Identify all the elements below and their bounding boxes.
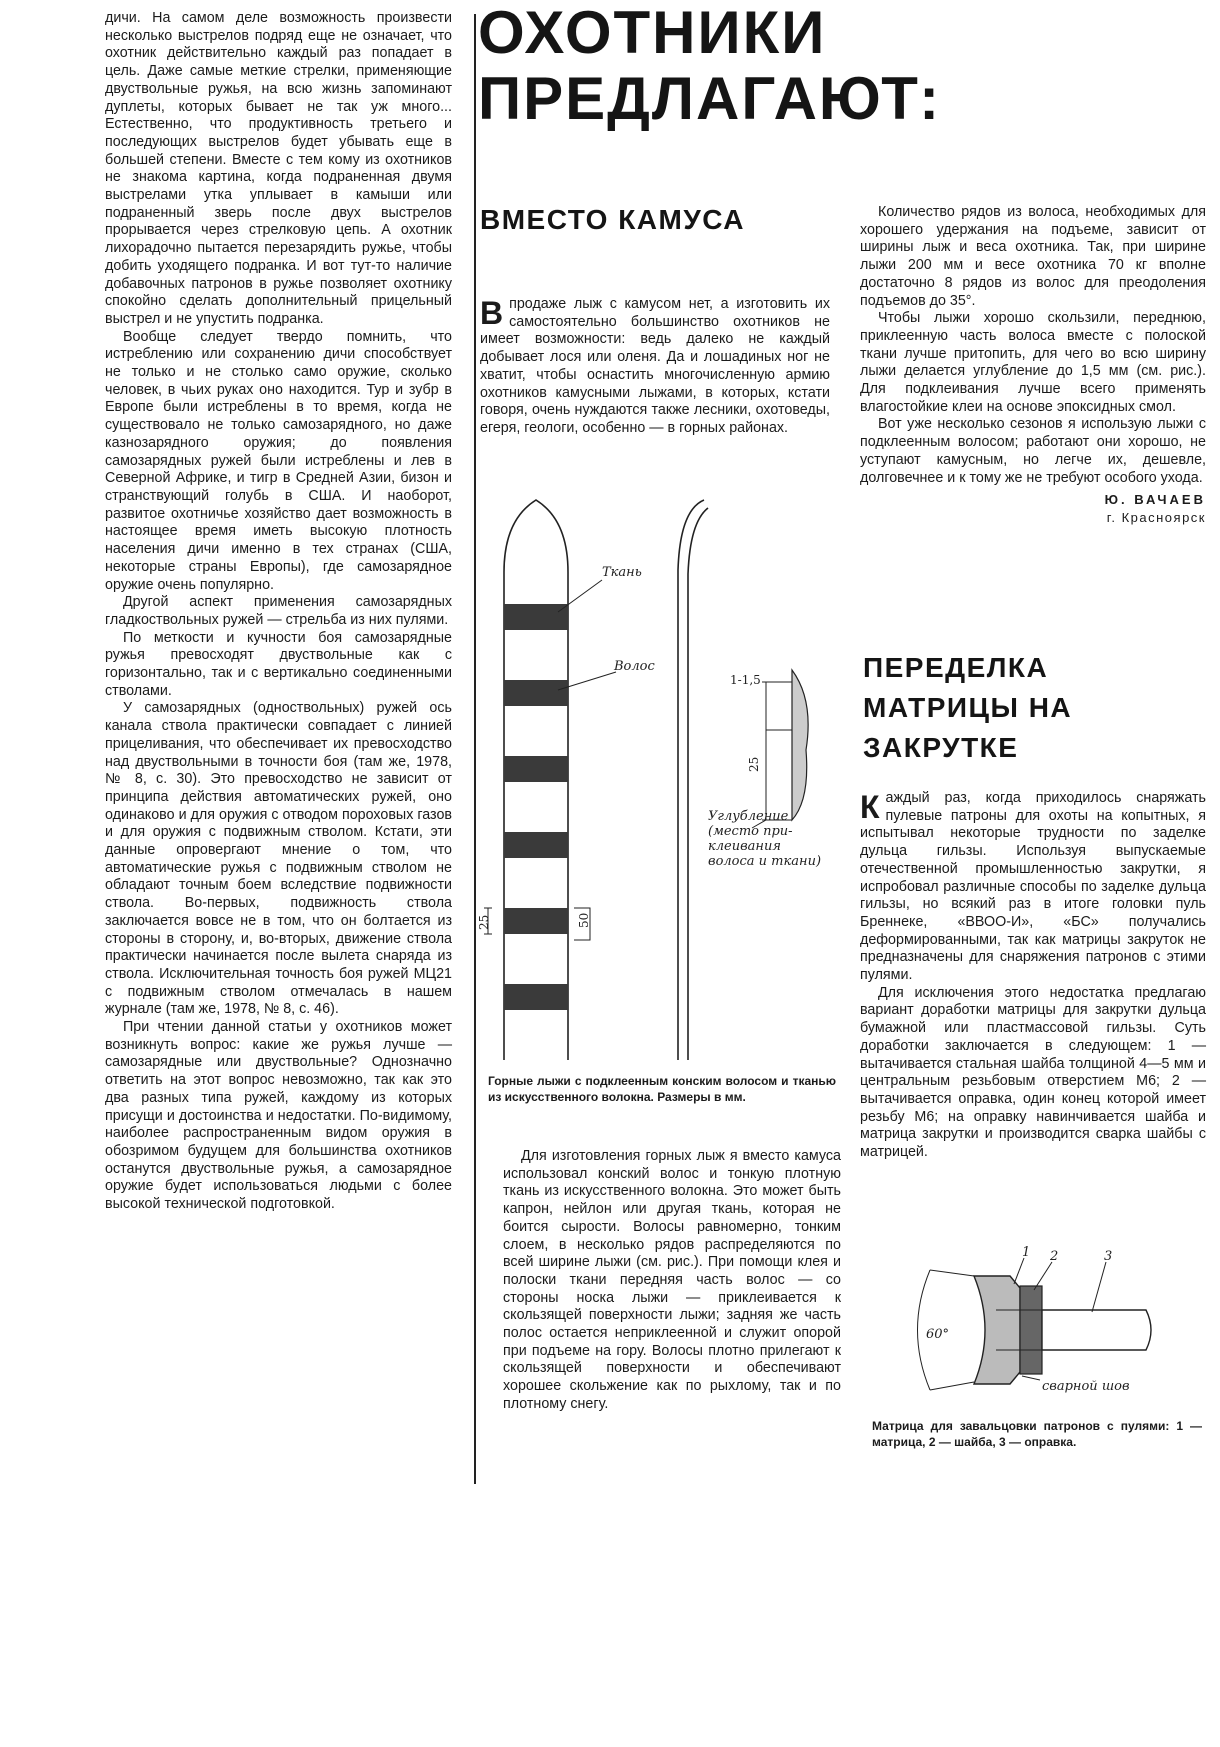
article1-dropcap: В — [480, 295, 504, 331]
left-paragraph-3: Другой аспект применения самозарядных гладкоствольных ружей — стрельба из них пулями. — [105, 594, 452, 628]
article1-body — [503, 1148, 841, 1414]
matrix-part — [974, 1276, 1020, 1384]
ski-figure — [477, 500, 822, 1060]
article1-right-paragraph-3: Вот уже несколько сезонов я использую лыжи с подклеенным волосом; работают они хорошо, не уступают камусным, но легче их, дешевле, долговечнее и к тому же не требуют особого ухода. — [860, 416, 1206, 486]
headline-line-2: ПРЕДЛАГАЮТ: — [478, 65, 942, 132]
label-groove-line-2: (место при- — [708, 824, 793, 839]
ski-profile — [678, 500, 708, 1060]
hair-strip — [504, 680, 568, 706]
left-paragraph-1: дичи. На самом деле возможность произвести несколько выстрелов подряд еще не означает, что охотник действительно каждый раз попадает в цель. Даже самые меткие стрелки, применяющие двуствольные ружья, на всю жизнь запоминают дуплеты, которых бывает не так уж много... Естественно, что продуктивность третьего и последующих выстрелов будет убывать еще в большей степени. Вместе с тем кому из охотников не знакома картина, когда подраненная двумя выстрелами утка уплывает в камыши или подраненный зверь после двух выстрелов прорывается через стрелковую цепь. А охотник лихорадочно пытается перезарядить ружье, чтобы добить уходящего подранка. И вот тут-то наличие добавочных патронов в ружье позволяет охотнику спокойно сделать дополнительный прицельный выстрел и не упустить подранка. — [105, 10, 452, 327]
hair-strip — [504, 908, 568, 934]
ski-figure-caption: Горные лыжи с подклеенным конским волосом и тканью из искусственного волокна. Размеры в мм. — [488, 1074, 836, 1104]
label-fabric: Ткань — [602, 565, 642, 580]
article1-right-paragraph-1: Количество рядов из волоса, необходимых для хорошего удержания на подъеме, зависит от ширины лыж и веса охотника. Так, при ширине лыжи 200 мм и весе охотника 70 кг вполне достаточно 8 рядов из волос для преодоления подъемов до 35°. — [860, 204, 1206, 309]
matrix-figure-caption: Матрица для завальцовки патронов с пулями: 1 — матрица, 2 — шайба, 3 — оправка. — [872, 1419, 1202, 1449]
article2-paragraph-2: Для исключения этого недостатка предлагаю вариант доработки матрицы для закрутки дульца бумажной или пластмассовой гильзы. Суть доработки заключается в следующем: 1 — вытачивается стальная шайба толщиной 4—5 мм и центральным резьбовым отверстием М6; 2 — вытачивается оправка, один конец которой имеет резьбу М6; на оправку навинчивается шайба и матрица закрутки и производится сварка шайбы с матрицей. — [860, 984, 1206, 1161]
matrix-figure — [910, 1245, 1190, 1400]
label-angle: 60° — [926, 1327, 950, 1342]
article1-intro-paragraph — [480, 296, 830, 438]
headline-line-1: ОХОТНИКИ — [478, 0, 827, 66]
hair-strip — [504, 756, 568, 782]
dim-25-side: 25 — [747, 756, 761, 772]
label-groove — [708, 809, 821, 869]
article1-intro-text: продаже лыж с камусом нет, а изготовить их самостоятельно большинство охотников не имеет возможности: ведь далеко не каждый добывает лося или оленя. Да и лошадиных ног не хватит, чтобы оснастить многочисленную армию охотников камусными лыжами, в которых, кстати говоря, очень нуждаются также лесники, охотоведы, егеря, геологи, особенно — в горных районах. — [480, 296, 830, 436]
left-paragraph-4: По меткости и кучности боя самозарядные ружья превосходят двуствольные как с горизонтально, так и с вертикально соединенными стволами. — [105, 629, 452, 699]
article1-intro — [480, 296, 830, 438]
hair-strips — [504, 604, 568, 1010]
hair-strip — [504, 604, 568, 630]
label-hair: Волос — [614, 659, 655, 674]
washer-part — [1020, 1286, 1042, 1374]
dim-25: 25 — [477, 914, 491, 930]
article1-title: ВМЕСТО КАМУСА — [480, 204, 746, 235]
dim-50: 50 — [577, 912, 591, 928]
label-groove-line-3: клеивания — [708, 839, 781, 854]
hair-strip — [504, 984, 568, 1010]
dim-depth: 1-1,5 — [730, 673, 761, 687]
left-column — [105, 10, 452, 1214]
article2-paragraph-1 — [860, 790, 1206, 985]
left-paragraph-5: У самозарядных (одноствольных) ружей ось канала ствола практически совпадает с линией прицеливания, что обеспечивает их превосходство над двуствольными в точности боя (там же, 1978, № 8, с. 30). Это превосходство не зависит от принципа действия автоматических ружей, оно одинаково и для оружия с отводом пороховых газов и для оружия с подвижным стволом. Кстати, эти данные опровергают мнение о том, что автоматические ружья с подвижным стволом не обладают точным боем вследствие подвижности ствола. Во-первых, подвижность ствола заключается вовсе не в том, что он болтается из стороны в сторону, и, во-вторых, движение ствола практически начинается после вылета снаряда из ствола. Исключительная точность боя ружей МЦ21 с подвижным стволом отмечалась в нашем журнале (там же, 1978, № 8, с. 46). — [105, 700, 452, 1018]
column-divider — [474, 14, 476, 1484]
article2-body — [860, 790, 1206, 1162]
page-headline — [478, 0, 998, 132]
mandrel-part — [1042, 1310, 1151, 1350]
label-weld: сварной шов — [1042, 1379, 1130, 1394]
label-groove-line-4: волоса и ткани) — [708, 854, 822, 869]
article1-city: г. Красноярск — [1106, 509, 1206, 525]
article1-right-paragraph-2: Чтобы лыжи хорошо скользили, переднюю, приклеенную часть волоса вместе с полоской ткани лучше притопить, для чего во всю ширину лыжи делается углубление до 1,5 мм (см. рис.). Для подклеивания лучше всего применять влагостойкие клеи на основе эпоксидных смол. — [860, 310, 1206, 415]
label-2: 2 — [1050, 1249, 1059, 1264]
hair-strip — [504, 832, 568, 858]
article1-paragraph-2: Для изготовления горных лыж я вместо камуса использовал конский волос и тонкую плотную ткань из искусственного волокна. Это может быть капрон, нейлон или другая ткань, которая не боится сырости. Волосы равномерно, тонким слоем, в несколько рядов распределяются по всей ширине лыжи (см. рис.). При помощи клея и полоски ткани передняя часть волос — со стороны носка лыжи — приклеивается к скользящей поверхности лыжи; задняя же часть полос остается неприклеенной и служит опорой при подъеме на гору. Волосы плотно прилегают к скользящей поверхности и обеспечивают хорошее скольжение как по рыхлому, так и по плотному снегу. — [503, 1148, 841, 1412]
label-1: 1 — [1022, 1245, 1031, 1260]
groove-section — [792, 670, 808, 820]
left-paragraph-6: При чтении данной статьи у охотников может возникнуть вопрос: какие же ружья лучше — самозарядные или двуствольные? Однозначно ответить на этот вопрос невозможно, так как это два разных типа ружей, каждому из которых присущи и достоинства и недостатки. По-видимому, наиболее распространенным видом оружия в обозримом будущем для большинства охотников останутся двуствольные ружья, а самозарядное оружие будет использоваться людьми с более высокой технической подготовкой. — [105, 1019, 452, 1213]
article1-signature — [860, 491, 1206, 526]
label-3: 3 — [1104, 1249, 1113, 1264]
article1-continued — [860, 204, 1206, 527]
article2-dropcap: К — [860, 789, 880, 825]
left-paragraph-2: Вообще следует твердо помнить, что истреблению или сохранению дичи способствует не только и не столько само оружие, сколько человек, в чьих руках оно находится. Тур и зубр в Европе были истреблены в то время, когда не существовало не только самозарядного, но даже казнозарядного оружия; до появления самозарядных ружей были истреблены и лев в Северной Африке, и тигр в Средней Азии, бизон и странствующий голубь в США. И наоборот, развитое охотничье хозяйство дает возможность в настоящее время иметь высокую плотность населения дичи именно в тех странах (США, некоторые страны Европы), где самозарядное оружие очень популярно. — [105, 328, 452, 593]
article1-author: Ю. ВАЧАЕВ — [1104, 492, 1206, 508]
label-groove-line-1: Углубление — [708, 809, 789, 824]
article2-paragraph-1-text: аждый раз, когда приходилось снаряжать пулевые патроны для охоты на копытных, я испытывал некоторые трудности по заделке дульца гильзы. Используя выпускаемые отечественной промышленностью закрутки, я испробовал различные способы по заделке дульца гильзы, но всякий раз в итоге головки пуль Бреннеке, «ВВОО-И», «БС» получались деформированными, так как матрицы закруток не предназначены для снаряжения патронов с этими пулями. — [860, 790, 1206, 984]
article2-title: ПЕРЕДЕЛКА МАТРИЦЫ НА ЗАКРУТКЕ — [863, 652, 1073, 763]
